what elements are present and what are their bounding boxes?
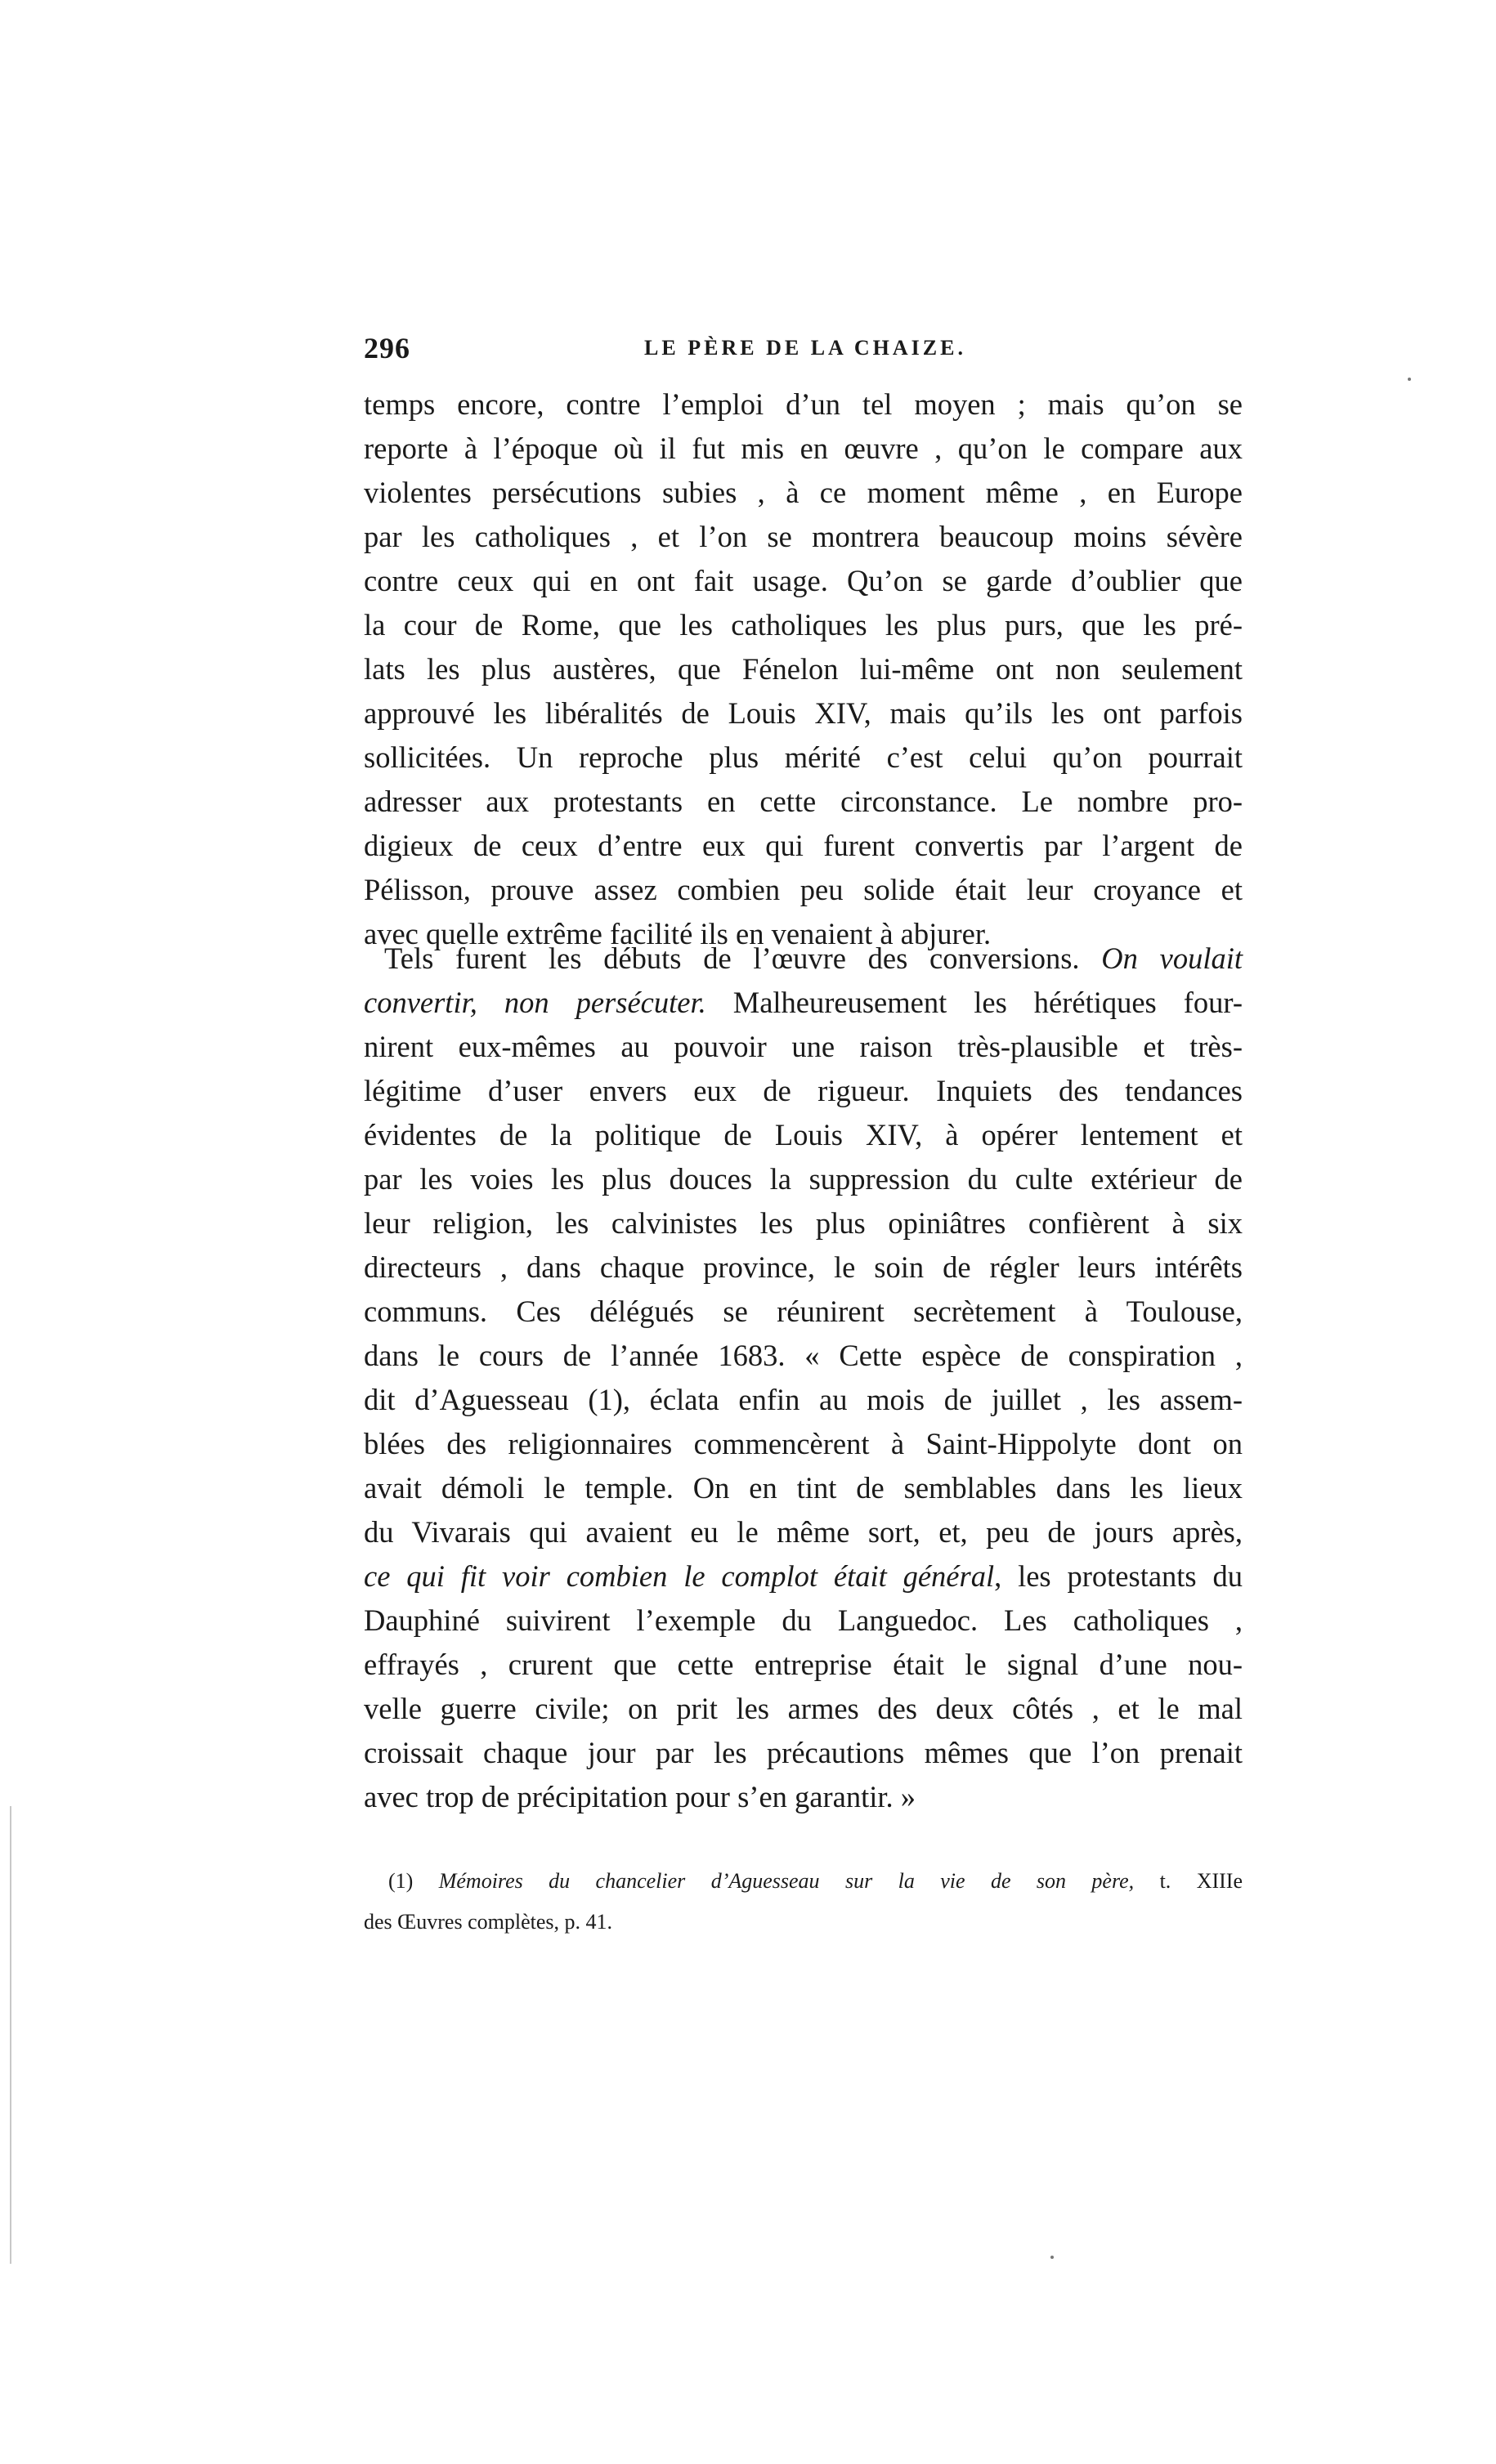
text-line: croissait chaque jour par les précautions mêmes que l’on prenait [364,1736,1243,1769]
text-line: contre ceux qui en ont fait usage. Qu’on se garde d’oublier que [364,564,1243,597]
text-line: sollicitées. Un reproche plus mérité c’est celui qu’on pourrait [364,740,1243,774]
text-line: velle guerre civile; on prit les armes des deux côtés , et le mal [364,1692,1243,1725]
footnote-line: des Œuvres complètes, p. 41. [364,1910,613,1934]
text-line: avait démoli le temple. On en tint de semblables dans les lieux [364,1471,1243,1505]
text-line: temps encore, contre l’emploi d’un tel moyen ; mais qu’on se [364,387,1243,421]
ink-speck [1408,378,1411,381]
text-line: avec quelle extrême facilité ils en venaient à abjurer. [364,917,992,950]
text-line: dit d’Aguesseau (1), éclata enfin au mois de juillet , les assem- [364,1383,1243,1416]
text-line: nirent eux-mêmes au pouvoir une raison très-plausible et très- [364,1030,1243,1063]
text-line: violentes persécutions subies , à ce moment même , en Europe [364,476,1243,509]
show-through-mark [10,1806,11,2264]
ink-speck [1050,2256,1054,2259]
text-line: ce qui fit voir combien le complot était général, les protestants du [364,1559,1243,1593]
text-line: dans le cours de l’année 1683. « Cette espèce de conspiration , [364,1339,1243,1372]
text-line: approuvé les libéralités de Louis XIV, mais qu’ils les ont parfois [364,696,1243,730]
text-line: communs. Ces délégués se réunirent secrètement à Toulouse, [364,1295,1243,1328]
text-line: directeurs , dans chaque province, le soin de régler leurs intérêts [364,1250,1243,1284]
text-line: lats les plus austères, que Fénelon lui-même ont non seulement [364,652,1243,686]
text-line: Dauphiné suivirent l’exemple du Languedoc. Les catholiques , [364,1603,1243,1637]
text-line: convertir, non persécuter. Malheureusement les hérétiques four- [364,986,1243,1019]
text-line: légitime d’user envers eux de rigueur. Inquiets des tendances [364,1074,1243,1107]
text-line: leur religion, les calvinistes les plus opiniâtres confièrent à six [364,1206,1243,1240]
page-header [364,331,1247,372]
text-line: du Vivarais qui avaient eu le même sort, et, peu de jours après, [364,1515,1243,1549]
running-title: LE PÈRE DE LA CHAIZE. [644,336,966,360]
text-line: Pélisson, prouve assez combien peu solide était leur croyance et [364,873,1243,906]
text-line: par les catholiques , et l’on se montrera beaucoup moins sévère [364,520,1243,553]
footnote-line: (1) Mémoires du chancelier d’Aguesseau sur la vie de son père, t. XIIIe [388,1869,1243,1893]
text-line: évidentes de la politique de Louis XIV, à opérer lentement et [364,1118,1243,1152]
text-line: par les voies les plus douces la suppression du culte extérieur de [364,1162,1243,1196]
text-line: digieux de ceux d’entre eux qui furent convertis par l’argent de [364,829,1243,862]
text-line: Tels furent les débuts de l’œuvre des conversions. On voulait [384,941,1243,975]
text-line: adresser aux protestants en cette circonstance. Le nombre pro- [364,785,1243,818]
text-line: la cour de Rome, que les catholiques les plus purs, que les pré- [364,608,1243,642]
text-line: reporte à l’époque où il fut mis en œuvre , qu’on le compare aux [364,432,1243,465]
text-line: effrayés , crurent que cette entreprise était le signal d’une nou- [364,1648,1243,1681]
text-line: avec trop de précipitation pour s’en garantir. » [364,1780,916,1813]
page-number: 296 [364,332,410,364]
text-line: blées des religionnaires commencèrent à Saint-Hippolyte dont on [364,1427,1243,1460]
